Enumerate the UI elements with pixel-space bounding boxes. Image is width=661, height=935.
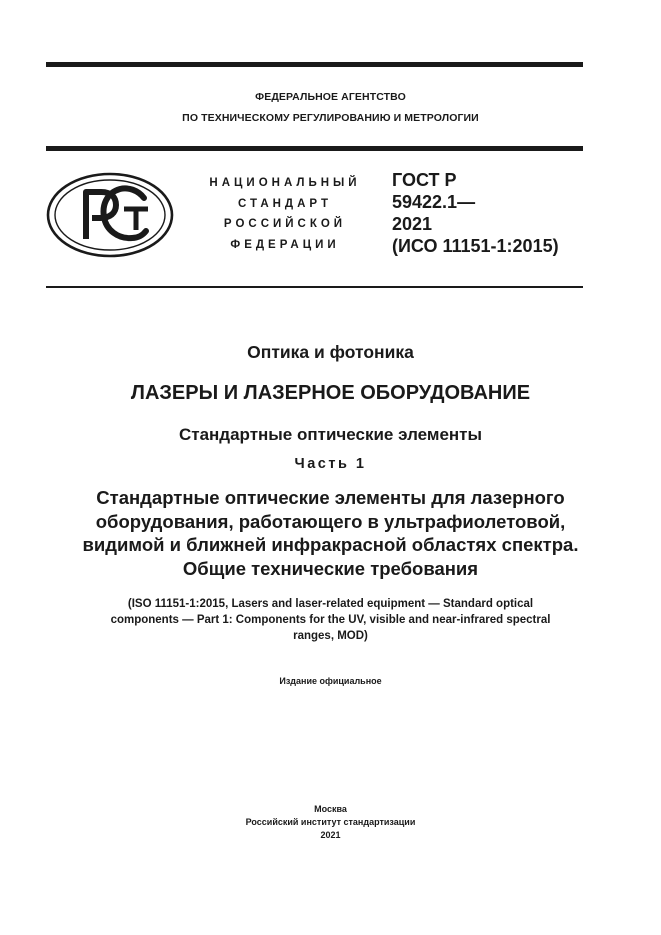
gost-line: (ИСО 11151-1:2015) bbox=[392, 236, 559, 256]
publisher-name: Российский институт стандартизации bbox=[245, 817, 416, 827]
gost-r-emblem-icon bbox=[46, 172, 174, 258]
gost-line: 2021 bbox=[392, 214, 433, 234]
agency-name-line-1: ФЕДЕРАЛЬНОЕ АГЕНТСТВО bbox=[255, 91, 406, 103]
header-divider bbox=[46, 146, 583, 151]
iso-reference-line: ranges, MOD) bbox=[293, 630, 368, 642]
publication-city: Москва bbox=[314, 804, 347, 814]
part-number: Часть 1 bbox=[294, 456, 367, 472]
gost-designation bbox=[392, 169, 559, 257]
topic-heading: Оптика и фотоника bbox=[247, 342, 414, 362]
iso-reference bbox=[0, 596, 661, 644]
national-standard-label bbox=[196, 173, 374, 255]
gost-line: ГОСТ Р bbox=[392, 170, 457, 190]
part-title-line: оборудования, работающего в ультрафиолетовой, bbox=[95, 510, 566, 532]
national-standard-line: СТАНДАРТ bbox=[238, 197, 332, 210]
part-title bbox=[0, 486, 661, 580]
standard-block-divider bbox=[46, 286, 583, 288]
national-standard-line: ФЕДЕРАЦИИ bbox=[230, 238, 340, 251]
top-rule bbox=[46, 62, 583, 67]
iso-reference-line: (ISO 11151-1:2015, Lasers and laser-related equipment — Standard optical bbox=[127, 598, 534, 610]
subtitle: Стандартные оптические элементы bbox=[178, 425, 483, 444]
main-title: ЛАЗЕРЫ И ЛАЗЕРНОЕ ОБОРУДОВАНИЕ bbox=[130, 382, 531, 404]
national-standard-line: РОССИЙСКОЙ bbox=[223, 218, 347, 230]
part-title-line: Стандартные оптические элементы для лазерного bbox=[96, 487, 565, 508]
publication-year: 2021 bbox=[320, 830, 341, 840]
part-title-line: видимой и ближней инфракрасной областях спектра. bbox=[82, 534, 579, 555]
edition-label: Издание официальное bbox=[279, 676, 382, 686]
gost-line: 59422.1— bbox=[392, 192, 476, 212]
iso-reference-line: components — Part 1: Components for the UV, visible and near-infrared spectral bbox=[110, 614, 551, 626]
part-title-line: Общие технические требования bbox=[182, 557, 479, 579]
agency-name-line-2: ПО ТЕХНИЧЕСКОМУ РЕГУЛИРОВАНИЮ И МЕТРОЛОГИИ bbox=[182, 112, 479, 124]
national-standard-line: НАЦИОНАЛЬНЫЙ bbox=[209, 177, 361, 189]
